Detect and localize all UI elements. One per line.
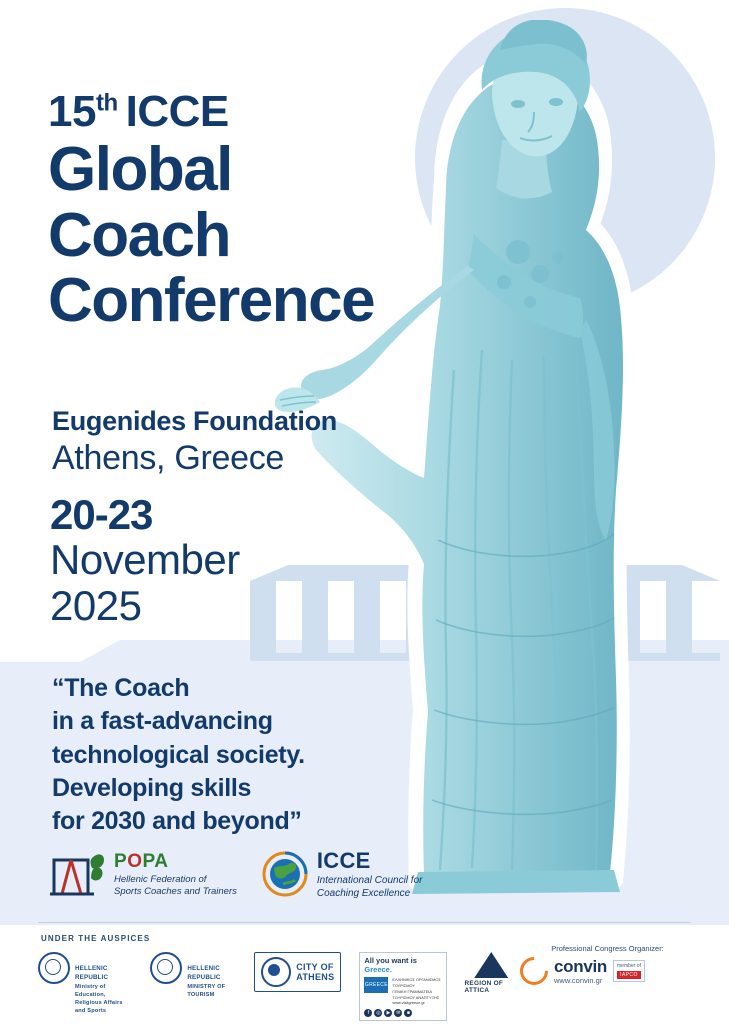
ministry-education-top: HELLENIC REPUBLIC [75, 965, 109, 981]
headline-block [48, 87, 375, 336]
auspices-label: UNDER THE AUSPICES [41, 934, 151, 943]
attica-pre: REGION OF [464, 980, 504, 987]
title-line-3: Conference [48, 266, 375, 336]
ministry-tourism-top: HELLENIC REPUBLIC [187, 965, 221, 981]
convin-logo-icon [514, 951, 554, 991]
pco-label: Professional Congress Organizer: [551, 944, 664, 953]
mail-icon[interactable]: ✉ [396, 1010, 401, 1017]
region-of-attica-logo [465, 952, 518, 994]
hellenic-republic-seal-icon [150, 952, 182, 984]
ministry-tourism-text: MINISTRY OF TOURISM [187, 983, 226, 999]
title-line-1: Global [48, 135, 232, 204]
icce-name: ICCE [316, 848, 371, 873]
icce-subtitle: International Council for Coaching Excellence [316, 875, 423, 899]
footer-divider [38, 922, 691, 923]
date-month: November [50, 536, 240, 584]
organizer-logos [48, 848, 422, 900]
city-of-athens-seal-icon [261, 957, 291, 987]
greece-headline-pre: All you want is [364, 956, 417, 965]
ministry-education-logo [38, 952, 132, 1015]
greece-org-lines: ΕΛΛΗΝΙΚΟΣ ΟΡΓΑΝΙΣΜΟΣ ΤΟΥΡΙΣΜΟΥ ΓΕΝΙΚΗ ΓΡΑΜΜΑΤΕΙΑ ΤΟΥΡΙΣΜΟΥ ΑΝΑΠΤΥΞΗΣ www.visitgreece.gr [392, 977, 441, 1006]
ministry-tourism-logo [150, 952, 236, 999]
facebook-icon[interactable]: f [364, 1009, 372, 1017]
icce-globe-icon [261, 850, 309, 898]
dates-block [50, 492, 240, 628]
venue-name: Eugenides Foundation [52, 406, 337, 436]
visit-greece-logo [359, 952, 446, 1021]
greece-social-icons [364, 1009, 441, 1017]
greece-badge: GREECE [364, 977, 388, 993]
date-year: 2025 [50, 581, 142, 629]
popa-subtitle: Hellenic Federation of Sports Coaches and Trainers [114, 873, 237, 897]
edition-number: 15 [48, 87, 96, 136]
city-of-athens-logo [254, 952, 341, 992]
title-line-2: Coach [48, 200, 230, 270]
edition-line [48, 87, 374, 136]
venue-city: Athens, Greece [52, 439, 285, 477]
instagram-icon[interactable]: ◎ [376, 1010, 381, 1017]
convin-url[interactable]: www.convin.gr [554, 975, 603, 985]
iapco-label: IAPCO [617, 971, 641, 980]
date-day-range: 20-23 [50, 491, 153, 538]
attica-bold: ATTICA [464, 987, 490, 994]
ministry-education-text: Ministry of Education, Religious Affairs and Sports [75, 983, 123, 1015]
popa-logo [48, 848, 237, 900]
city-of-athens-line2: ATHENS [296, 972, 335, 982]
icce-logo [261, 848, 423, 900]
popa-name: POPA [114, 850, 169, 872]
venue-block [52, 406, 337, 478]
convin-brand: convin [554, 956, 607, 976]
edition-suffix: th [95, 89, 118, 117]
youtube-icon[interactable]: ▶ [384, 1009, 392, 1017]
pco-block [520, 944, 695, 985]
greece-headline-brand: Greece. [364, 965, 392, 974]
app-icon[interactable]: ■ [404, 1009, 412, 1017]
member-of-label: member of [617, 963, 641, 969]
attica-triangle-icon [474, 952, 508, 978]
footer-logo-row [38, 952, 518, 1018]
city-of-athens-line1: CITY OF [296, 961, 334, 972]
popa-emblem-icon [48, 848, 106, 900]
hellenic-republic-seal-icon [38, 952, 70, 984]
iapco-member-badge [613, 960, 645, 982]
theme-quote: “The Coach in a fast-advancing technological society. Developing skills for 2030 and beyond” [52, 674, 305, 835]
org-abbreviation: ICCE [125, 87, 229, 136]
